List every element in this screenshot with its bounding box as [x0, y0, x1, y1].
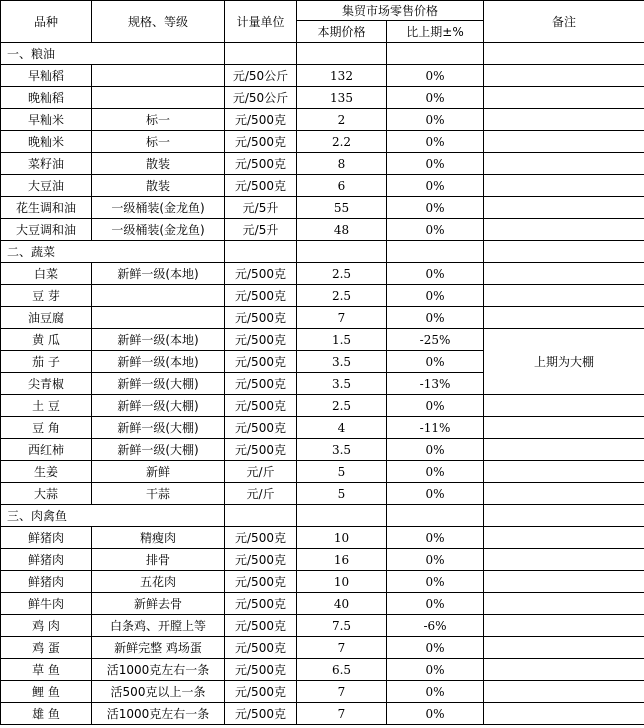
cell-unit: 元/500克: [225, 637, 297, 659]
empty-cell: [297, 241, 387, 263]
cell-change: 0%: [387, 219, 484, 241]
cell-change: 0%: [387, 351, 484, 373]
cell-change: 0%: [387, 571, 484, 593]
cell-spec: 新鲜一级(本地): [92, 329, 225, 351]
empty-cell: [484, 505, 644, 527]
cell-remark: [484, 417, 644, 439]
cell-remark: [484, 571, 644, 593]
cell-spec: 新鲜去骨: [92, 593, 225, 615]
cell-price: 6.5: [297, 659, 387, 681]
cell-change: -13%: [387, 373, 484, 395]
empty-cell: [484, 43, 644, 65]
table-row: [1, 417, 644, 439]
cell-price: 7: [297, 703, 387, 725]
table-row: [1, 109, 644, 131]
cell-change: 0%: [387, 109, 484, 131]
cell-price: 55: [297, 197, 387, 219]
cell-variety: 晚籼米: [1, 131, 92, 153]
cell-remark: [484, 659, 644, 681]
cell-spec: 新鲜一级(大棚): [92, 439, 225, 461]
cell-variety: 鲤 鱼: [1, 681, 92, 703]
table-row: [1, 153, 644, 175]
table-row: [1, 131, 644, 153]
cell-variety: 草 鱼: [1, 659, 92, 681]
cell-unit: 元/500克: [225, 527, 297, 549]
table-row: [1, 483, 644, 505]
cell-variety: 鲜猪肉: [1, 527, 92, 549]
header-current-price: 本期价格: [297, 21, 387, 43]
cell-price: 7.5: [297, 615, 387, 637]
cell-change: 0%: [387, 175, 484, 197]
cell-unit: 元/500克: [225, 307, 297, 329]
cell-spec: 排骨: [92, 549, 225, 571]
header-spec: 规格、等级: [92, 1, 225, 43]
cell-unit: 元/500克: [225, 351, 297, 373]
cell-price: 7: [297, 637, 387, 659]
section-row: [1, 241, 644, 263]
cell-price: 7: [297, 307, 387, 329]
cell-variety: 鸡 肉: [1, 615, 92, 637]
cell-remark: [484, 263, 644, 285]
header-market-price: 集贸市场零售价格: [297, 1, 484, 21]
cell-remark: [484, 197, 644, 219]
cell-change: 0%: [387, 483, 484, 505]
section-title: 二、蔬菜: [1, 241, 225, 263]
empty-cell: [297, 43, 387, 65]
table-row: [1, 87, 644, 109]
cell-unit: 元/500克: [225, 593, 297, 615]
cell-remark: [484, 109, 644, 131]
section-row: [1, 505, 644, 527]
empty-cell: [387, 241, 484, 263]
cell-spec: 活500克以上一条: [92, 681, 225, 703]
cell-unit: 元/500克: [225, 153, 297, 175]
cell-price: 8: [297, 153, 387, 175]
cell-unit: 元/500克: [225, 109, 297, 131]
cell-spec: 新鲜一级(大棚): [92, 417, 225, 439]
header-variety: 品种: [1, 1, 92, 43]
cell-remark: [484, 65, 644, 87]
cell-remark: [484, 285, 644, 307]
section-title: 三、肉禽鱼: [1, 505, 225, 527]
cell-remark: [484, 307, 644, 329]
cell-variety: 鲜猪肉: [1, 549, 92, 571]
cell-variety: 鲜牛肉: [1, 593, 92, 615]
cell-spec: 五花肉: [92, 571, 225, 593]
table-row: [1, 439, 644, 461]
empty-cell: [387, 43, 484, 65]
cell-unit: 元/500克: [225, 549, 297, 571]
header-change: 比上期±%: [387, 21, 484, 43]
cell-variety: 黄 瓜: [1, 329, 92, 351]
cell-unit: 元/500克: [225, 175, 297, 197]
cell-unit: 元/斤: [225, 483, 297, 505]
cell-remark: [484, 703, 644, 725]
cell-variety: 白菜: [1, 263, 92, 285]
cell-variety: 早籼稻: [1, 65, 92, 87]
cell-remark: [484, 549, 644, 571]
table-row: [1, 175, 644, 197]
cell-variety: 晚籼稻: [1, 87, 92, 109]
cell-variety: 豆 芽: [1, 285, 92, 307]
cell-spec: 新鲜一级(本地): [92, 263, 225, 285]
cell-spec: 精瘦肉: [92, 527, 225, 549]
cell-remark: [484, 461, 644, 483]
cell-variety: 大蒜: [1, 483, 92, 505]
cell-remark: [484, 615, 644, 637]
cell-price: 3.5: [297, 439, 387, 461]
cell-change: -11%: [387, 417, 484, 439]
cell-spec: 干蒜: [92, 483, 225, 505]
cell-price: 3.5: [297, 373, 387, 395]
cell-price: 40: [297, 593, 387, 615]
table-row: [1, 395, 644, 417]
cell-spec: [92, 87, 225, 109]
cell-variety: 茄 子: [1, 351, 92, 373]
cell-spec: 一级桶装(金龙鱼): [92, 197, 225, 219]
cell-change: 0%: [387, 395, 484, 417]
cell-unit: 元/500克: [225, 285, 297, 307]
empty-cell: [225, 505, 297, 527]
table-row: [1, 703, 644, 725]
cell-change: 0%: [387, 549, 484, 571]
table-row: [1, 549, 644, 571]
cell-variety: 生姜: [1, 461, 92, 483]
cell-unit: 元/500克: [225, 571, 297, 593]
cell-spec: 活1000克左右一条: [92, 703, 225, 725]
cell-change: 0%: [387, 659, 484, 681]
cell-change: 0%: [387, 285, 484, 307]
cell-variety: 雄 鱼: [1, 703, 92, 725]
cell-spec: [92, 307, 225, 329]
cell-unit: 元/500克: [225, 395, 297, 417]
empty-cell: [225, 241, 297, 263]
cell-spec: 活1000克左右一条: [92, 659, 225, 681]
cell-remark: [484, 219, 644, 241]
cell-price: 4: [297, 417, 387, 439]
section-title: 一、粮油: [1, 43, 225, 65]
table-row: [1, 637, 644, 659]
cell-spec: 标一: [92, 109, 225, 131]
cell-unit: 元/斤: [225, 461, 297, 483]
cell-spec: [92, 285, 225, 307]
table-row: [1, 615, 644, 637]
cell-unit: 元/5升: [225, 219, 297, 241]
cell-price: 2.5: [297, 285, 387, 307]
cell-remark: [484, 175, 644, 197]
cell-variety: 土 豆: [1, 395, 92, 417]
cell-change: 0%: [387, 637, 484, 659]
cell-change: 0%: [387, 197, 484, 219]
cell-price: 10: [297, 527, 387, 549]
cell-price: 48: [297, 219, 387, 241]
cell-unit: 元/500克: [225, 703, 297, 725]
cell-spec: 新鲜一级(本地): [92, 351, 225, 373]
cell-remark: [484, 681, 644, 703]
cell-change: 0%: [387, 461, 484, 483]
cell-variety: 豆 角: [1, 417, 92, 439]
cell-change: -25%: [387, 329, 484, 351]
cell-unit: 元/500克: [225, 615, 297, 637]
cell-spec: 新鲜一级(大棚): [92, 395, 225, 417]
table-row: [1, 461, 644, 483]
cell-spec: 一级桶装(金龙鱼): [92, 219, 225, 241]
cell-spec: 散装: [92, 153, 225, 175]
header-remark: 备注: [484, 1, 644, 43]
cell-spec: 白条鸡、开膛上等: [92, 615, 225, 637]
cell-price: 132: [297, 65, 387, 87]
table-row: [1, 527, 644, 549]
cell-unit: 元/50公斤: [225, 65, 297, 87]
cell-price: 3.5: [297, 351, 387, 373]
table-row: [1, 681, 644, 703]
cell-remark-note: 上期为大棚: [484, 329, 644, 395]
cell-unit: 元/5升: [225, 197, 297, 219]
cell-remark: [484, 483, 644, 505]
cell-variety: 大豆油: [1, 175, 92, 197]
table-row: [1, 307, 644, 329]
cell-unit: 元/500克: [225, 373, 297, 395]
table-row: [1, 285, 644, 307]
table-row: [1, 197, 644, 219]
table-row: [1, 593, 644, 615]
cell-variety: 油豆腐: [1, 307, 92, 329]
cell-remark: [484, 153, 644, 175]
cell-price: 1.5: [297, 329, 387, 351]
cell-remark: [484, 131, 644, 153]
table-row: [1, 263, 644, 285]
cell-unit: 元/500克: [225, 681, 297, 703]
cell-variety: 早籼米: [1, 109, 92, 131]
cell-change: 0%: [387, 527, 484, 549]
cell-spec: 标一: [92, 131, 225, 153]
cell-price: 5: [297, 483, 387, 505]
cell-change: 0%: [387, 131, 484, 153]
cell-change: 0%: [387, 439, 484, 461]
cell-change: 0%: [387, 263, 484, 285]
cell-variety: 鲜猪肉: [1, 571, 92, 593]
cell-price: 2.5: [297, 263, 387, 285]
cell-spec: 新鲜: [92, 461, 225, 483]
cell-change: 0%: [387, 307, 484, 329]
table-row: [1, 219, 644, 241]
cell-change: 0%: [387, 593, 484, 615]
cell-price: 135: [297, 87, 387, 109]
cell-price: 7: [297, 681, 387, 703]
cell-unit: 元/500克: [225, 659, 297, 681]
cell-change: 0%: [387, 87, 484, 109]
cell-price: 5: [297, 461, 387, 483]
cell-remark: [484, 637, 644, 659]
cell-price: 2: [297, 109, 387, 131]
cell-unit: 元/500克: [225, 263, 297, 285]
table-row: [1, 659, 644, 681]
cell-unit: 元/500克: [225, 439, 297, 461]
cell-price: 2.2: [297, 131, 387, 153]
cell-unit: 元/50公斤: [225, 87, 297, 109]
cell-unit: 元/500克: [225, 131, 297, 153]
cell-remark: [484, 593, 644, 615]
cell-change: 0%: [387, 65, 484, 87]
empty-cell: [387, 505, 484, 527]
empty-cell: [484, 241, 644, 263]
cell-price: 10: [297, 571, 387, 593]
cell-price: 6: [297, 175, 387, 197]
cell-spec: [92, 65, 225, 87]
cell-variety: 菜籽油: [1, 153, 92, 175]
cell-remark: [484, 527, 644, 549]
cell-variety: 尖青椒: [1, 373, 92, 395]
cell-spec: 新鲜一级(大棚): [92, 373, 225, 395]
cell-change: 0%: [387, 153, 484, 175]
cell-change: 0%: [387, 681, 484, 703]
cell-variety: 大豆调和油: [1, 219, 92, 241]
section-row: [1, 43, 644, 65]
empty-cell: [225, 43, 297, 65]
table-row: [1, 65, 644, 87]
cell-unit: 元/500克: [225, 417, 297, 439]
cell-unit: 元/500克: [225, 329, 297, 351]
cell-spec: 散装: [92, 175, 225, 197]
cell-price: 16: [297, 549, 387, 571]
cell-change: 0%: [387, 703, 484, 725]
cell-variety: 鸡 蛋: [1, 637, 92, 659]
cell-variety: 花生调和油: [1, 197, 92, 219]
header-unit: 计量单位: [225, 1, 297, 43]
cell-price: 2.5: [297, 395, 387, 417]
cell-remark: [484, 87, 644, 109]
cell-remark: [484, 439, 644, 461]
cell-spec: 新鲜完整 鸡场蛋: [92, 637, 225, 659]
empty-cell: [297, 505, 387, 527]
cell-variety: 西红柿: [1, 439, 92, 461]
cell-change: -6%: [387, 615, 484, 637]
table-row: [1, 329, 644, 351]
table-row: [1, 571, 644, 593]
cell-remark: [484, 395, 644, 417]
